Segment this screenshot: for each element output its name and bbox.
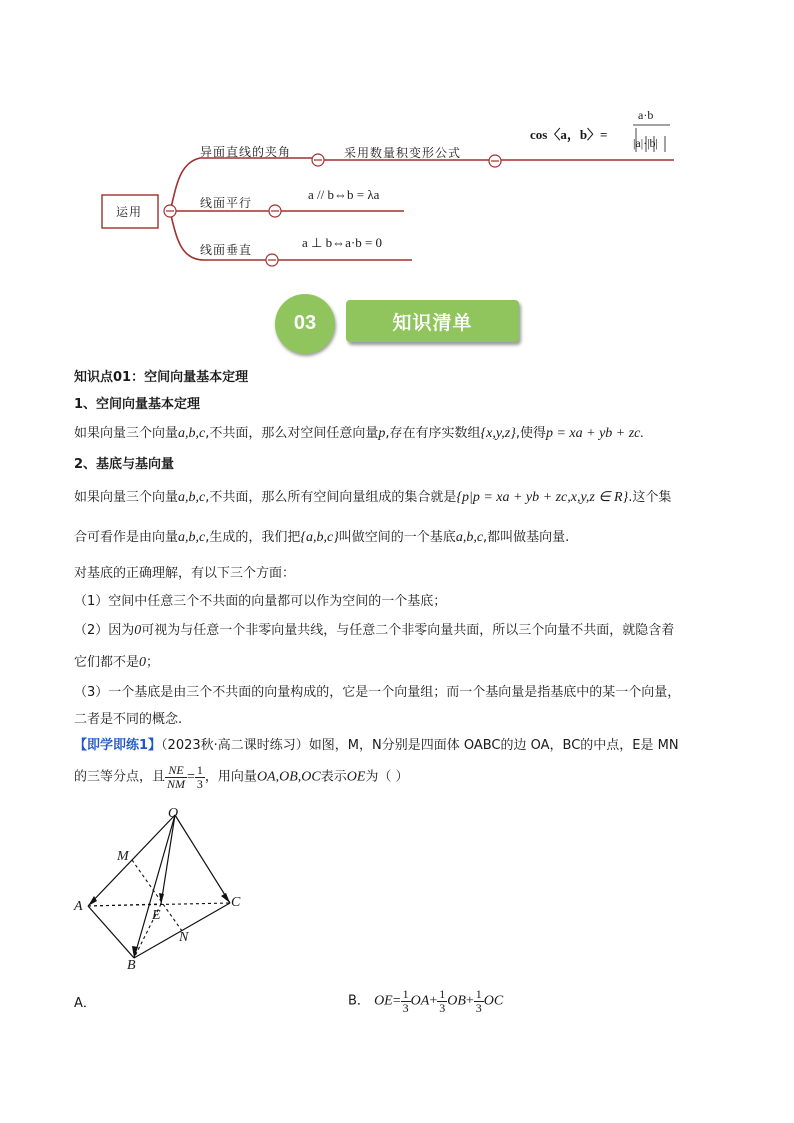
section-title: 知识清单	[392, 312, 473, 334]
knowledge-point-title: 知识点01：空间向量基本定理	[74, 370, 249, 385]
label-M: M	[117, 849, 129, 864]
mindmap-branch1-formula-num: a·b	[638, 108, 654, 122]
label-C: C	[231, 895, 241, 910]
edge-AC-dashed	[88, 903, 230, 906]
edge-OC	[175, 815, 230, 903]
mindmap-branch1-label: 异面直线的夹角	[200, 145, 292, 159]
label-A: A	[74, 899, 83, 914]
heading-1: 1、空间向量基本定理	[74, 397, 201, 412]
option-b-label: B．	[348, 993, 370, 1009]
mindmap-root-label: 运用	[116, 205, 143, 219]
tetrahedron-figure	[60, 800, 260, 980]
option-b[interactable]: B． OE= $\frac{1}{3}$ OA+ $\frac{1}{3}$ OB+ $\frac{1}{3}$ OC	[348, 987, 504, 1015]
paragraph-8: （3）一个基底是由三个不共面的向量构成的，它是一个向量组；而一个基向量是指基底中的某一个向量，	[74, 685, 681, 700]
paragraph-7: 它们都不是0；	[74, 655, 160, 670]
mindmap-branch1-sub-label: 采用数量积变形公式	[344, 146, 462, 160]
exercise-line-2: 的三等分点，且 $\frac{NE}{NM}$ = $\frac{1}{3}$ ，用向量OA,OB,OC表示OE为（ ）	[74, 763, 409, 791]
label-N: N	[179, 930, 189, 945]
paragraph-1: 如果向量三个向量a,b,c,不共面，那么对空间任意向量p,存在有序实数组{x,y,z},使得p = xa + yb + zc.	[74, 426, 644, 441]
mindmap-branch1-formula-den: |a|·|b|	[633, 136, 658, 150]
option-a-label[interactable]: A．	[74, 996, 96, 1011]
arrow-OC-head	[221, 893, 230, 903]
mindmap-branch3-formula: a ⊥ b⇔a·b = 0	[302, 235, 383, 250]
label-O: O	[168, 806, 179, 821]
mindmap-branch3-label: 线面垂直	[200, 243, 253, 257]
section-number: 03	[293, 312, 317, 334]
paragraph-9: 二者是不同的概念.	[74, 712, 183, 727]
exercise-tag: 【即学即练1】	[74, 738, 162, 753]
segment-OE	[161, 815, 175, 904]
ne-nm-fraction: $\frac{NE}{NM}$	[167, 763, 186, 791]
paragraph-4: 对基底的正确理解，有以下三个方面：	[74, 566, 296, 581]
label-B: B	[127, 958, 136, 973]
heading-2: 2、基底与基向量	[74, 457, 175, 472]
mindmap-branch2-label: 线面平行	[200, 196, 253, 210]
section-number-badge	[275, 294, 335, 354]
edge-AB	[88, 906, 134, 958]
mindmap-branch1-formula: cos〈a，b〉=	[530, 127, 608, 142]
one-third-fraction: $\frac{1}{3}$	[196, 763, 203, 791]
mindmap-branch2-formula: a // b⇔b = λa	[308, 187, 380, 202]
paragraph-3: 合可看作是由向量a,b,c,生成的，我们把{a,b,c}叫做空间的一个基底a,b,c,都叫做基向量.	[74, 530, 570, 545]
paragraph-6: （2）因为0可视为与任意一个非零向量共线，与任意二个非零向量共面，所以三个向量不共面，就隐含着	[74, 623, 675, 638]
paragraph-5: （1）空间中任意三个不共面的向量都可以作为空间的一个基底；	[74, 594, 447, 609]
exercise-line-1: 【即学即练1】（2023秋·高二课时练习）如图，M，N分别是四面体 OABC的边 OA，BC的中点，E是 MN	[74, 738, 679, 753]
label-E: E	[152, 908, 161, 923]
paragraph-2: 如果向量三个向量a,b,c,不共面，那么所有空间向量组成的集合就是{p|p = xa + yb + zc,x,y,z ∈ R}.这个集	[74, 490, 672, 505]
section-title-banner	[346, 300, 519, 342]
